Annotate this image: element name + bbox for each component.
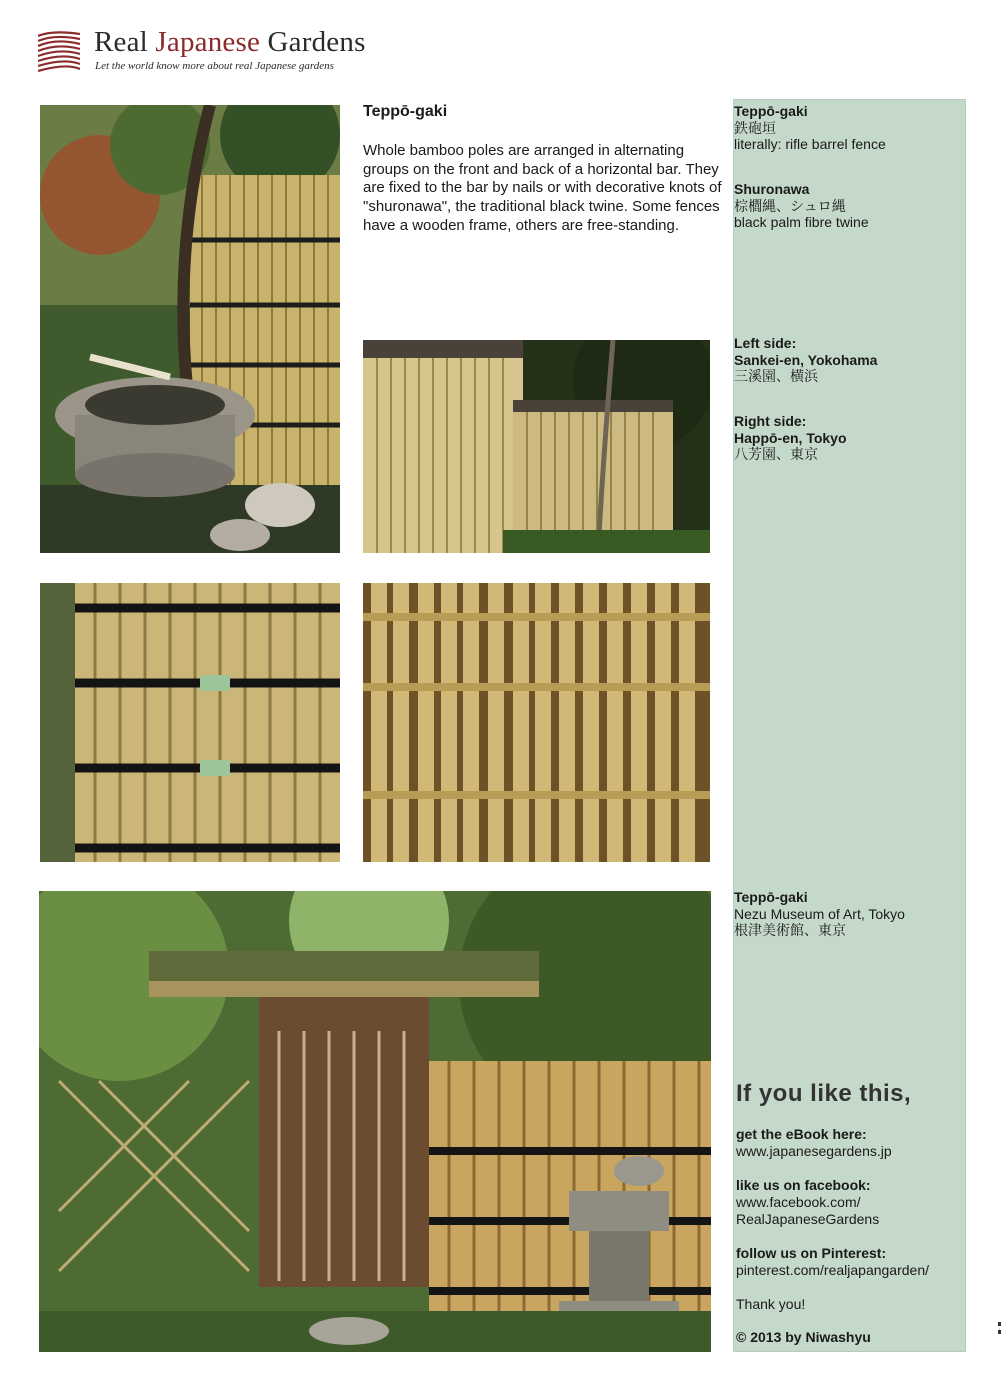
page-edge-marker [998, 1322, 1005, 1334]
ebook-label: get the eBook here: [736, 1126, 867, 1142]
caption-kanji: 八芳園、東京 [734, 446, 818, 462]
glossary-kanji: 棕櫚縄、シュロ縄 [734, 197, 846, 214]
promo-title: If you like this, [736, 1080, 912, 1107]
caption-place: Happō-en, Tokyo [734, 429, 847, 446]
pinterest-label: follow us on Pinterest: [736, 1245, 887, 1261]
promo-facebook [736, 1177, 879, 1228]
brand-tagline: Let the world know more about real Japanese gardens [95, 60, 334, 72]
caption-place: Nezu Museum of Art, Tokyo [734, 905, 905, 922]
caption-label: Left side: [734, 335, 797, 351]
caption-right-side [734, 413, 847, 463]
caption-place: Sankei-en, Yokohama [734, 351, 878, 368]
glossary-teppo-gaki [734, 103, 886, 153]
photo-nezu-gate [39, 891, 711, 1352]
sidebar-panel [733, 99, 966, 1352]
facebook-label: like us on facebook: [736, 1177, 871, 1193]
glossary-term: Shuronawa [734, 181, 810, 197]
promo-pinterest [736, 1245, 929, 1279]
photo-bamboo-closeup [363, 583, 710, 862]
caption-kanji: 根津美術館、東京 [734, 922, 846, 938]
caption-kanji: 三溪園、横浜 [734, 368, 818, 384]
logo-mark-icon [38, 30, 80, 72]
caption-label: Right side: [734, 413, 807, 429]
brand-title: Real Japanese Gardens [94, 26, 366, 58]
pinterest-link[interactable]: pinterest.com/realjapangarden/ [736, 1262, 930, 1278]
photo-twine-knots [40, 583, 340, 862]
brand-title-accent: Japanese [155, 26, 261, 58]
glossary-meaning: black palm fibre twine [734, 214, 869, 230]
facebook-link-line1[interactable]: www.facebook.com/ [736, 1194, 861, 1210]
glossary-kanji: 鉄砲垣 [734, 119, 776, 136]
photo-water-basin-fence [40, 105, 340, 553]
intro-heading: Teppō-gaki [363, 103, 448, 120]
promo-ebook [736, 1126, 892, 1160]
caption-term: Teppō-gaki [734, 889, 808, 905]
caption-left-side [734, 335, 877, 385]
copyright: © 2013 by Niwashyu [736, 1329, 871, 1345]
ebook-link[interactable]: www.japanesegardens.jp [736, 1143, 892, 1159]
intro-body: Whole bamboo poles are arranged in alternating groups on the front and back of a horizontal bar. They are fixed to the bar by nails or with decorative knots of "shuronawa", the traditional black twine. Some fences have a wooden frame, others are free-standing. [363, 142, 722, 234]
photo-long-fence [363, 340, 710, 553]
caption-bottom-photo [734, 889, 905, 939]
glossary-term: Teppō-gaki [734, 103, 808, 119]
facebook-link-line2[interactable]: RealJapaneseGardens [736, 1211, 880, 1227]
glossary-shuronawa [734, 181, 869, 231]
promo-thanks: Thank you! [736, 1296, 806, 1312]
glossary-meaning: literally: rifle barrel fence [734, 136, 886, 152]
